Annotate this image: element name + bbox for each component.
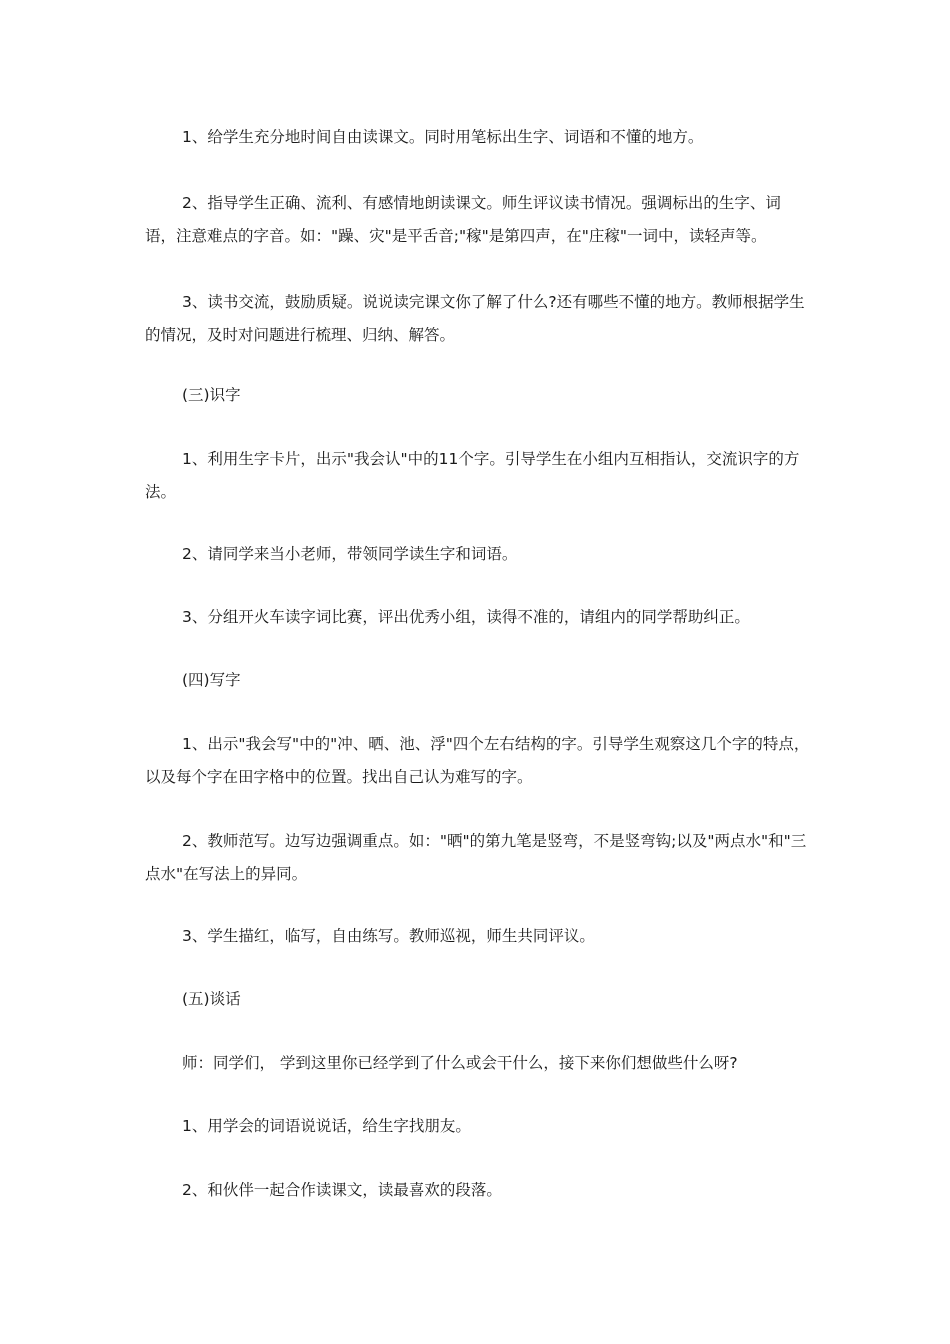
paragraph-writing-2: 2、教师范写。边写边强调重点。如："晒"的第九笔是竖弯，不是竖弯钩;以及"两点水"和"三点水"在写法上的异同。 xyxy=(145,832,807,883)
paragraph-talk-intro: 师：同学们， 学到这里你已经学到了什么或会干什么，接下来你们想做些什么呀? xyxy=(182,1054,738,1072)
section-heading-talk: (五)谈话 xyxy=(182,990,241,1008)
section-heading-writing: (四)写字 xyxy=(182,671,241,689)
paragraph-talk-2: 2、和伙伴一起合作读课文，读最喜欢的段落。 xyxy=(182,1181,502,1199)
section-heading-literacy: (三)识字 xyxy=(182,386,241,404)
paragraph-reading-1: 1、给学生充分地时间自由读课文。同时用笔标出生字、词语和不懂的地方。 xyxy=(182,128,704,146)
paragraph-writing-1: 1、出示"我会写"中的"冲、晒、池、浮"四个左右结构的字。引导学生观察这几个字的特点，以及每个字在田字格中的位置。找出自己认为难写的字。 xyxy=(145,735,810,786)
paragraph-reading-3: 3、读书交流，鼓励质疑。说说读完课文你了解了什么?还有哪些不懂的地方。教师根据学生的情况，及时对问题进行梳理、归纳、解答。 xyxy=(145,293,805,344)
paragraph-reading-2: 2、指导学生正确、流利、有感情地朗读课文。师生评议读书情况。强调标出的生字、词语，注意难点的字音。如："躁、灾"是平舌音;"稼"是第四声，在"庄稼"一词中，读轻声等。 xyxy=(145,194,781,245)
paragraph-literacy-3: 3、分组开火车读字词比赛，评出优秀小组，读得不准的，请组内的同学帮助纠正。 xyxy=(182,608,750,626)
paragraph-talk-1: 1、用学会的词语说说话，给生字找朋友。 xyxy=(182,1117,471,1135)
paragraph-writing-3: 3、学生描红，临写，自由练写。教师巡视，师生共同评议。 xyxy=(182,927,595,945)
paragraph-literacy-1: 1、利用生字卡片，出示"我会认"中的11个字。引导学生在小组内互相指认，交流识字的方法。 xyxy=(145,450,800,501)
paragraph-literacy-2: 2、请同学来当小老师，带领同学读生字和词语。 xyxy=(182,545,518,563)
